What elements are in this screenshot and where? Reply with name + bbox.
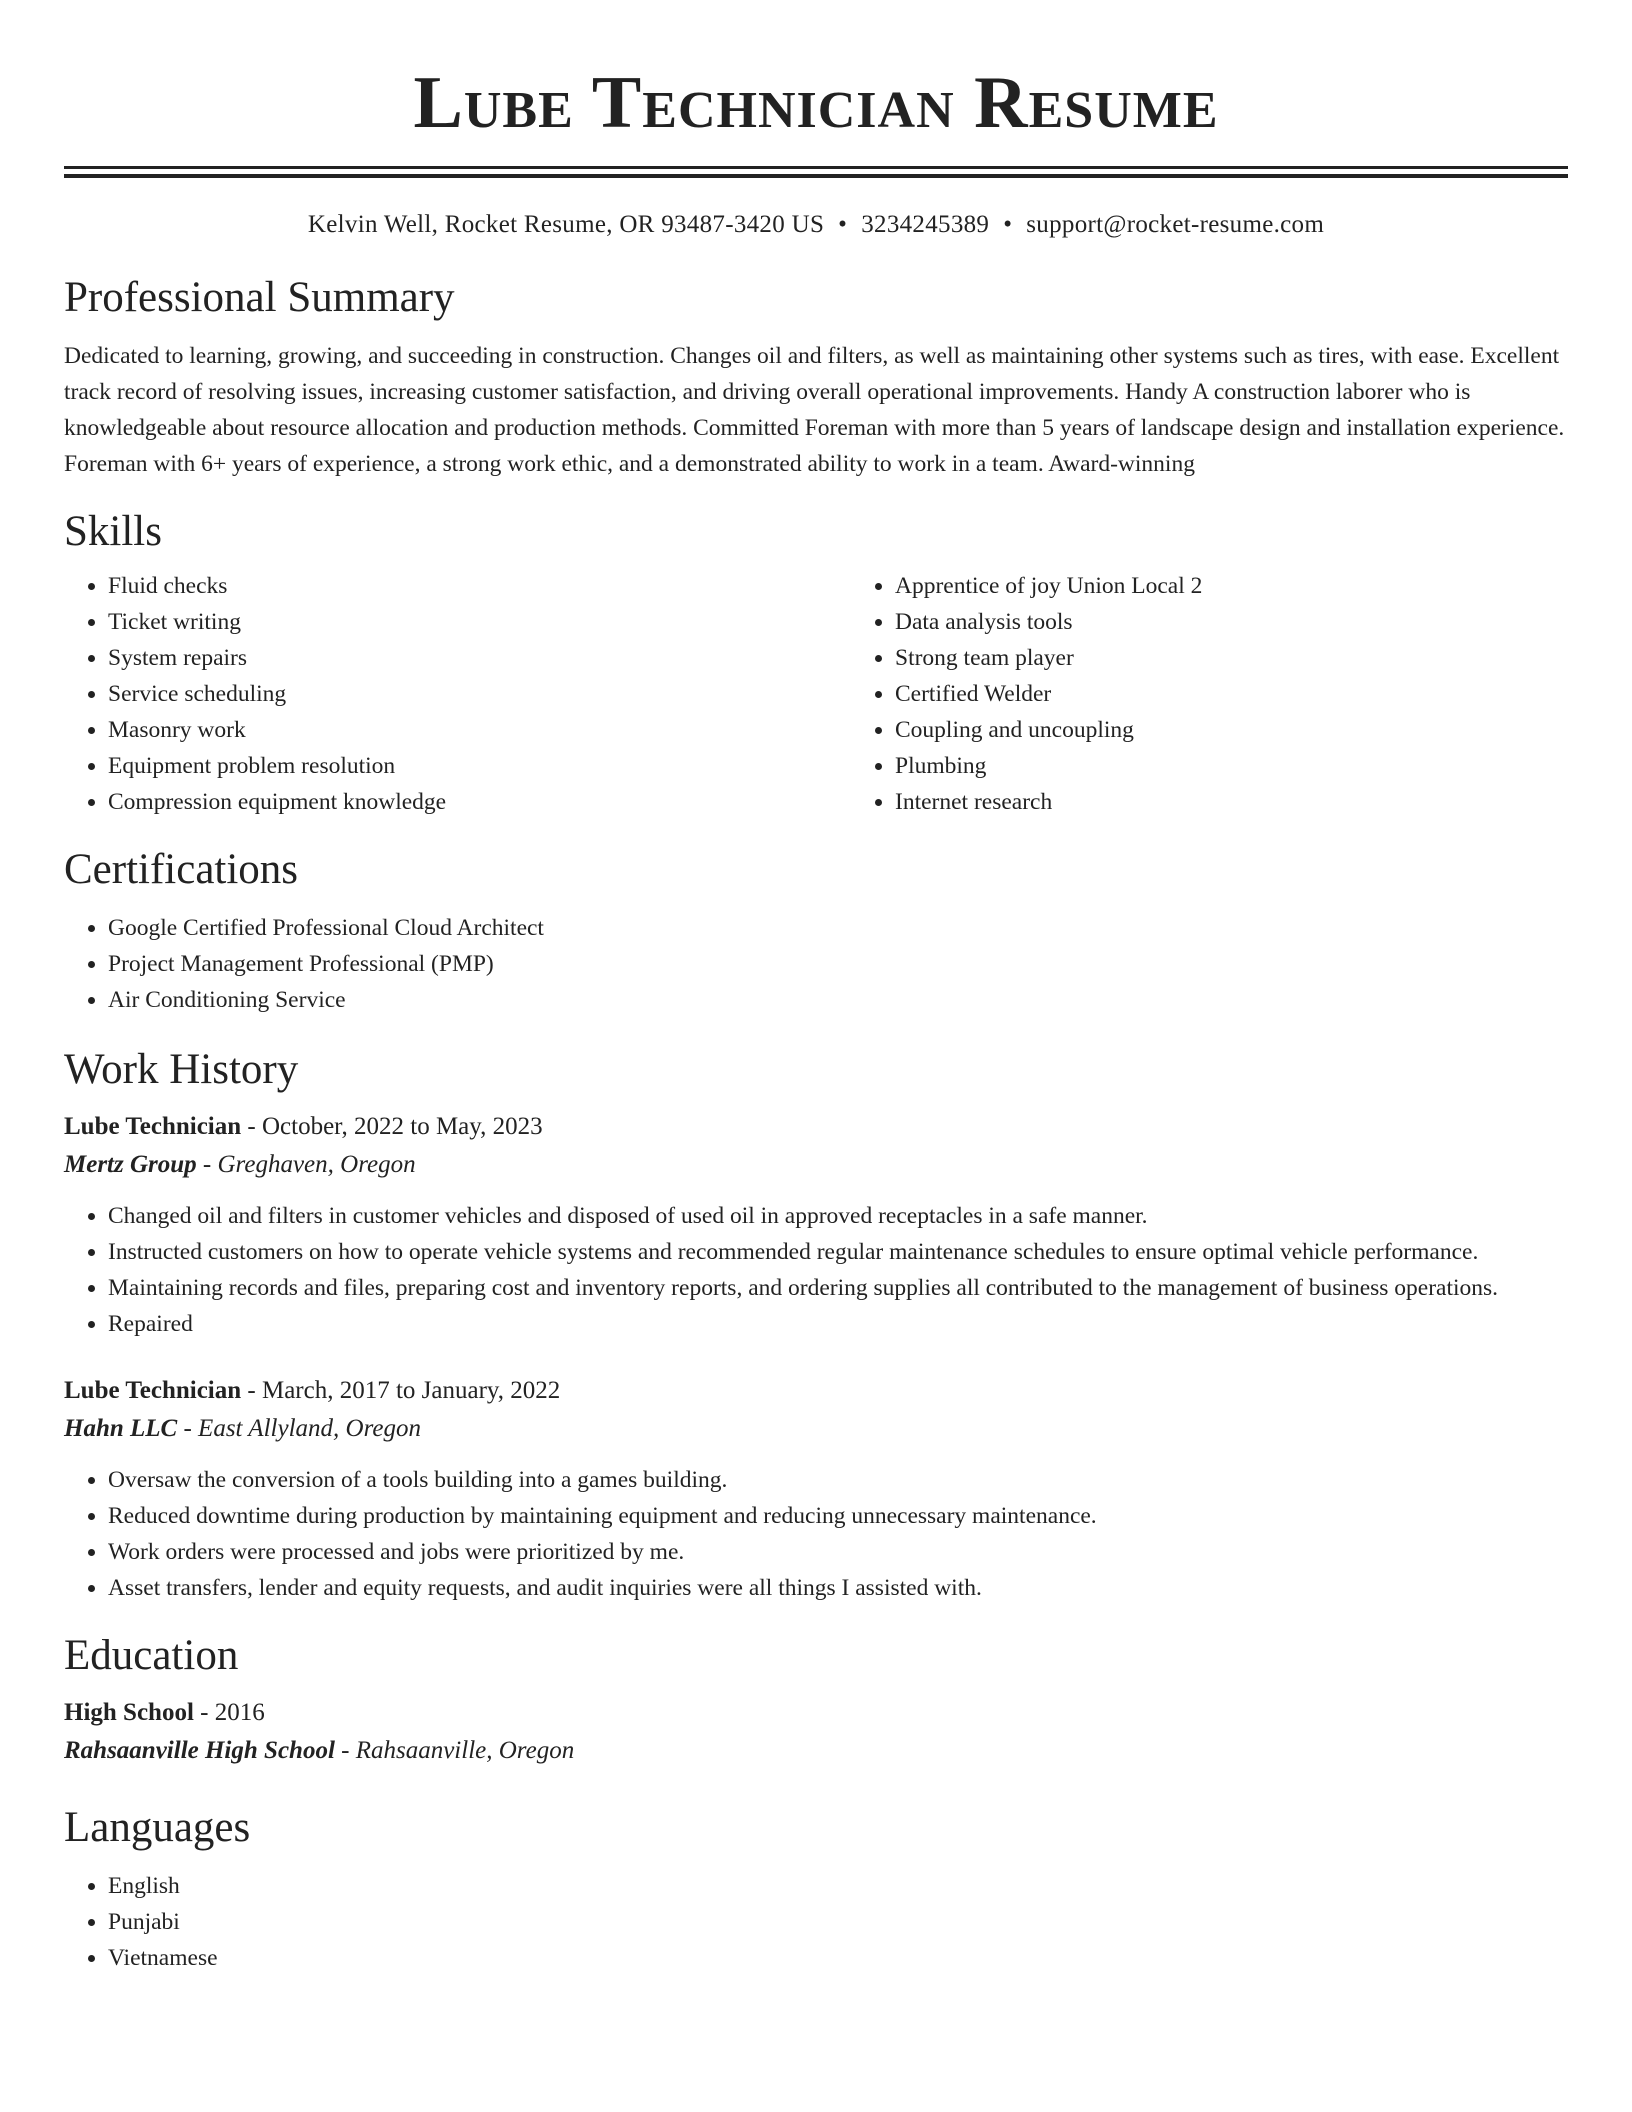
education-heading: Education [64, 1632, 239, 1679]
list-item: • Ticket writing [108, 604, 851, 640]
job-dates: - October, 2022 to May, 2023 [241, 1113, 543, 1140]
job-company-line [64, 1410, 1568, 1448]
job-company-line [64, 1146, 1568, 1184]
list-item: • Maintaining records and files, preparing cost and inventory reports, and ordering supplies all contributed to the management of business operations. [108, 1270, 1568, 1306]
job-location: - East Allyland, Oregon [177, 1415, 421, 1442]
list-item: • Air Conditioning Service [108, 982, 1568, 1018]
job-company: Mertz Group [64, 1151, 197, 1178]
job-title-line [64, 1108, 1568, 1146]
education-entry [64, 1694, 1568, 1770]
list-item: • Fluid checks [108, 568, 851, 604]
job-bullets [64, 1198, 1568, 1342]
list-item: • Project Management Professional (PMP) [108, 946, 1568, 982]
education-school-line [64, 1732, 1568, 1770]
contact-email[interactable]: support@rocket-resume.com [1026, 211, 1325, 238]
job-title: Lube Technician [64, 1113, 242, 1140]
certifications-heading: Certifications [64, 846, 299, 893]
education-school: Rahsaanville High School [64, 1737, 335, 1764]
contact-phone: 3234245389 [861, 211, 990, 238]
list-item: • Google Certified Professional Cloud Architect [108, 910, 1568, 946]
list-item: • Coupling and uncoupling [895, 712, 1632, 748]
skills-list-right [851, 568, 1632, 820]
list-item: • Apprentice of joy Union Local 2 [895, 568, 1632, 604]
contact-address: Kelvin Well, Rocket Resume, OR 93487-3420 US [307, 211, 825, 238]
contact-separator: • [838, 211, 848, 238]
languages-list [64, 1868, 1568, 1976]
job-title-line [64, 1372, 1568, 1410]
list-item: • Data analysis tools [895, 604, 1632, 640]
job-bullets [64, 1462, 1568, 1606]
summary-heading: Professional Summary [64, 274, 455, 321]
certifications-list [64, 910, 1568, 1018]
list-item: • Vietnamese [108, 1940, 1568, 1976]
education-location: - Rahsaanville, Oregon [334, 1737, 575, 1764]
list-item: • Asset transfers, lender and equity requests, and audit inquiries were all things I assisted with. [108, 1570, 1568, 1606]
job-location: - Greghaven, Oregon [196, 1151, 416, 1178]
list-item: • Work orders were processed and jobs were prioritized by me. [108, 1534, 1568, 1570]
list-item: • Instructed customers on how to operate vehicle systems and recommended regular maintenance schedules to ensure optimal vehicle performance. [108, 1234, 1568, 1270]
list-item: • Plumbing [895, 748, 1632, 784]
education-degree: High School [64, 1699, 194, 1726]
work-history-heading: Work History [64, 1046, 299, 1093]
list-item: • Oversaw the conversion of a tools building into a games building. [108, 1462, 1568, 1498]
list-item: • Equipment problem resolution [108, 748, 851, 784]
education-year: - 2016 [193, 1699, 265, 1726]
languages-heading: Languages [64, 1804, 251, 1851]
job-entry [64, 1108, 1568, 1342]
summary-text: Dedicated to learning, growing, and succeeding in construction. Changes oil and filters, as well as maintaining other systems such as tires, with ease. Excellent track record of resolving issues, increasing customer satisfaction, and driving overall operational improvements. Handy A construction laborer who is knowledgeable about resource allocation and production methods. Committed Foreman with more than 5 years of landscape design and installation experience. Foreman with 6+ years of experience, a strong work ethic, and a demonstrated ability to work in a team. Award-winning [64, 343, 1565, 477]
list-item: • Compression equipment knowledge [108, 784, 851, 820]
skills-list-left [64, 568, 851, 820]
list-item: • Service scheduling [108, 676, 851, 712]
list-item: • Repaired [108, 1306, 1568, 1342]
list-item: • Certified Welder [895, 676, 1632, 712]
job-entry [64, 1372, 1568, 1606]
list-item: • Strong team player [895, 640, 1632, 676]
education-degree-line [64, 1694, 1568, 1732]
skills-grid [64, 568, 1568, 820]
list-item: • Punjabi [108, 1904, 1568, 1940]
contact-line [64, 208, 1568, 242]
contact-separator: • [1003, 211, 1013, 238]
list-item: • Reduced downtime during production by maintaining equipment and reducing unnecessary maintenance. [108, 1498, 1568, 1534]
job-dates: - March, 2017 to January, 2022 [241, 1377, 561, 1404]
list-item: • English [108, 1868, 1568, 1904]
resume-title: Lube Technician Resume [413, 62, 1219, 144]
list-item: • Internet research [895, 784, 1632, 820]
list-item: • Changed oil and filters in customer vehicles and disposed of used oil in approved receptacles in a safe manner. [108, 1198, 1568, 1234]
list-item: • System repairs [108, 640, 851, 676]
title-double-rule [64, 166, 1568, 178]
skills-heading: Skills [64, 508, 162, 555]
job-title: Lube Technician [64, 1377, 242, 1404]
list-item: • Masonry work [108, 712, 851, 748]
job-company: Hahn LLC [64, 1415, 178, 1442]
